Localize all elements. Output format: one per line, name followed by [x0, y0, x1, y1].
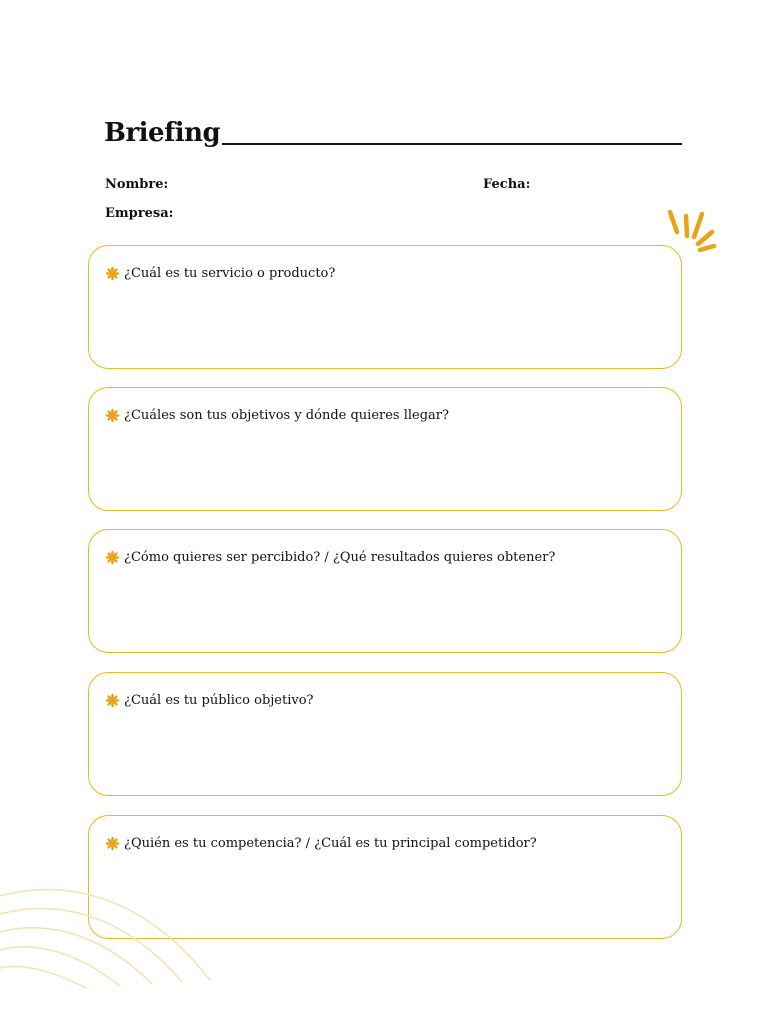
fecha-label: Fecha: [483, 177, 531, 192]
question-text: ¿Cuáles son tus objetivos y dónde quieres llegar? [124, 408, 449, 423]
question-box-4[interactable] [88, 672, 682, 796]
page-title: Briefing [104, 118, 221, 148]
question-5 [105, 836, 665, 851]
decorative-arcs [0, 870, 220, 990]
asterisk-flower-icon [105, 408, 120, 423]
asterisk-flower-icon [105, 550, 120, 565]
asterisk-flower-icon [105, 266, 120, 281]
question-box-3[interactable] [88, 529, 682, 653]
empresa-label: Empresa: [105, 206, 174, 221]
question-text: ¿Cuál es tu servicio o producto? [124, 266, 336, 281]
question-text: ¿Cómo quieres ser percibido? / ¿Qué resultados quieres obtener? [124, 550, 556, 565]
asterisk-flower-icon [105, 693, 120, 708]
question-4 [105, 693, 665, 708]
question-text: ¿Quién es tu competencia? / ¿Cuál es tu principal competidor? [124, 836, 537, 851]
question-box-1[interactable] [88, 245, 682, 369]
question-3 [105, 550, 665, 565]
title-underline [222, 143, 682, 145]
nombre-label: Nombre: [105, 177, 169, 192]
question-2 [105, 408, 665, 423]
question-text: ¿Cuál es tu público objetivo? [124, 693, 314, 708]
question-box-2[interactable] [88, 387, 682, 511]
question-1 [105, 266, 665, 281]
asterisk-flower-icon [105, 836, 120, 851]
